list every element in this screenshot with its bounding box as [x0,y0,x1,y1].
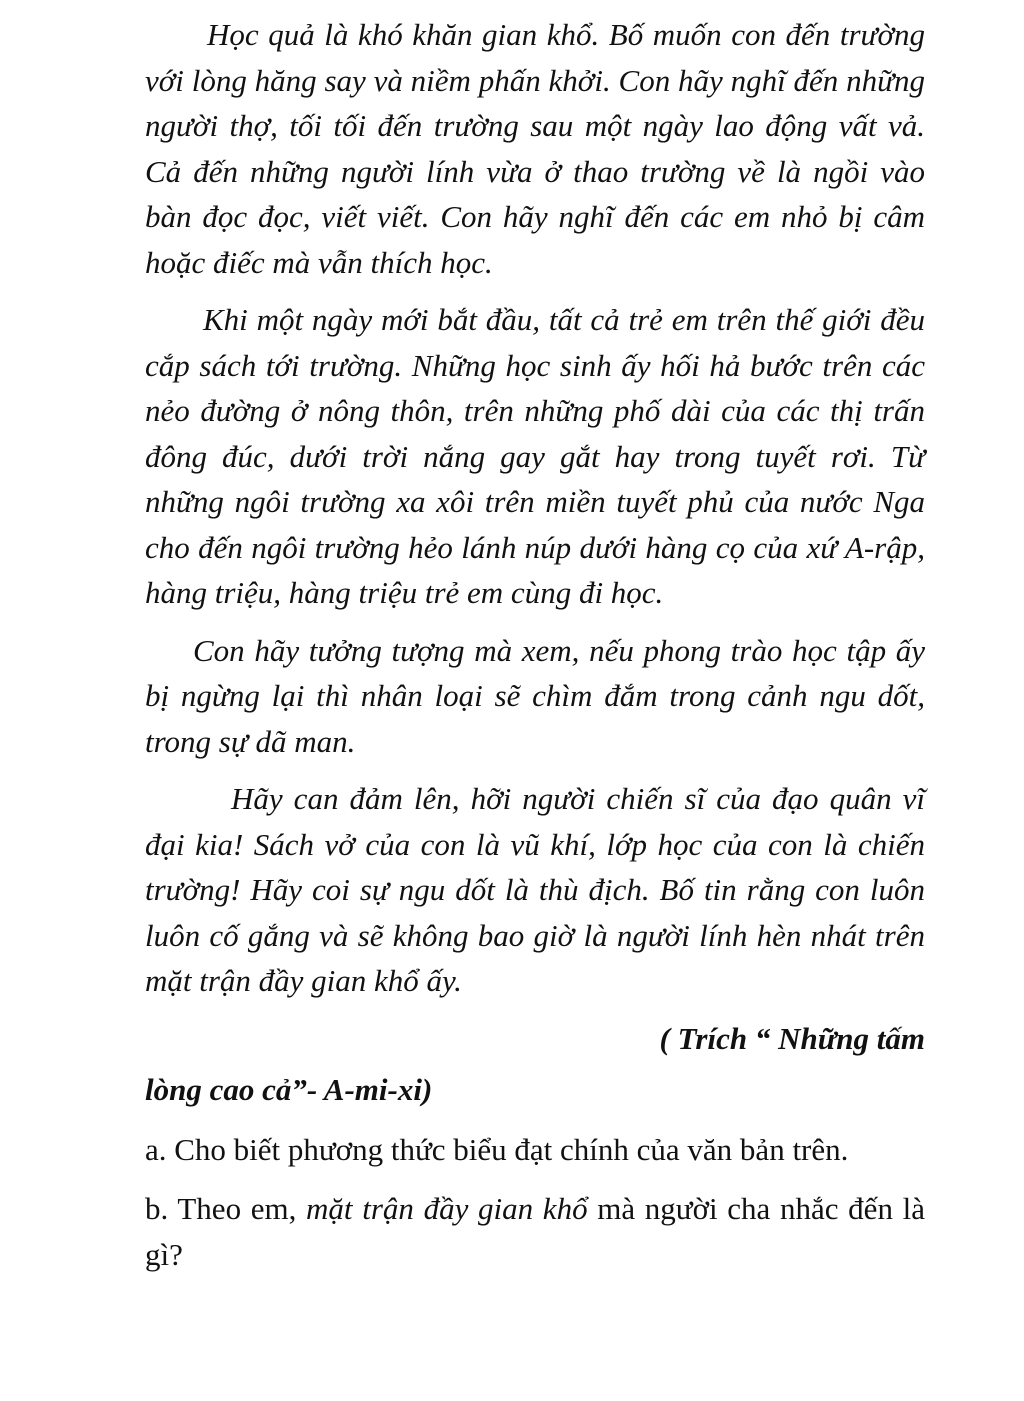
question-b-prefix: b. Theo em, [145,1191,307,1226]
question-b [145,1186,925,1277]
citation-line-1: ( Trích “ Những tấm [659,1020,925,1056]
paragraph-1: Học quả là khó khăn gian khổ. Bố muốn con đến trường với lòng hăng say và niềm phấn khởi. Con hãy nghĩ đến những người thợ, tối tối đến trường sau một ngày lao động vất vả. Cả đến những người lính vừa ở thao trường về là ngồi vào bàn đọc đọc, viết viết. Con hãy nghĩ đến các em nhỏ bị câm hoặc điếc mà vẫn thích học. [145,17,925,280]
question-a: a. Cho biết phương thức biểu đạt chính của văn bản trên. [145,1131,849,1167]
source-citation [145,1016,925,1113]
paragraph-3: Con hãy tưởng tượng mà xem, nếu phong trào học tập ấy bị ngừng lại thì nhân loại sẽ chìm đắm trong cảnh ngu dốt, trong sự dã man. [145,632,925,759]
paragraph-2: Khi một ngày mới bắt đầu, tất cả trẻ em trên thế giới đều cắp sách tới trường. Những học sinh ấy hối hả bước trên các nẻo đường ở nông thôn, trên những phố dài của các thị trấn đông đúc, dưới trời nắng gay gắt hay trong tuyết rơi. Từ những ngôi trường xa xôi trên miền tuyết phủ của nước Nga cho đến ngôi trường hẻo lánh núp dưới hàng cọ của xứ A-rập, hàng triệu, hàng triệu trẻ em cùng đi học. [145,302,925,610]
paragraph-4: Hãy can đảm lên, hỡi người chiến sĩ của đạo quân vĩ đại kia! Sách vở của con là vũ khí, lớp học của con là chiến trường! Hãy coi sự ngu dốt là thù địch. Bố tin rằng con luôn luôn cố gắng và sẽ không bao giờ là người lính hèn nhát trên mặt trận đầy gian khổ ấy. [145,781,925,998]
question-b-emphasis: mặt trận đầy gian khổ [306,1191,588,1226]
document-page [145,12,925,1277]
question-b-suffix: mà người cha nhắc đến là gì? [145,1191,925,1272]
citation-line-2: lòng cao cả”- A-mi-xi) [145,1072,433,1107]
